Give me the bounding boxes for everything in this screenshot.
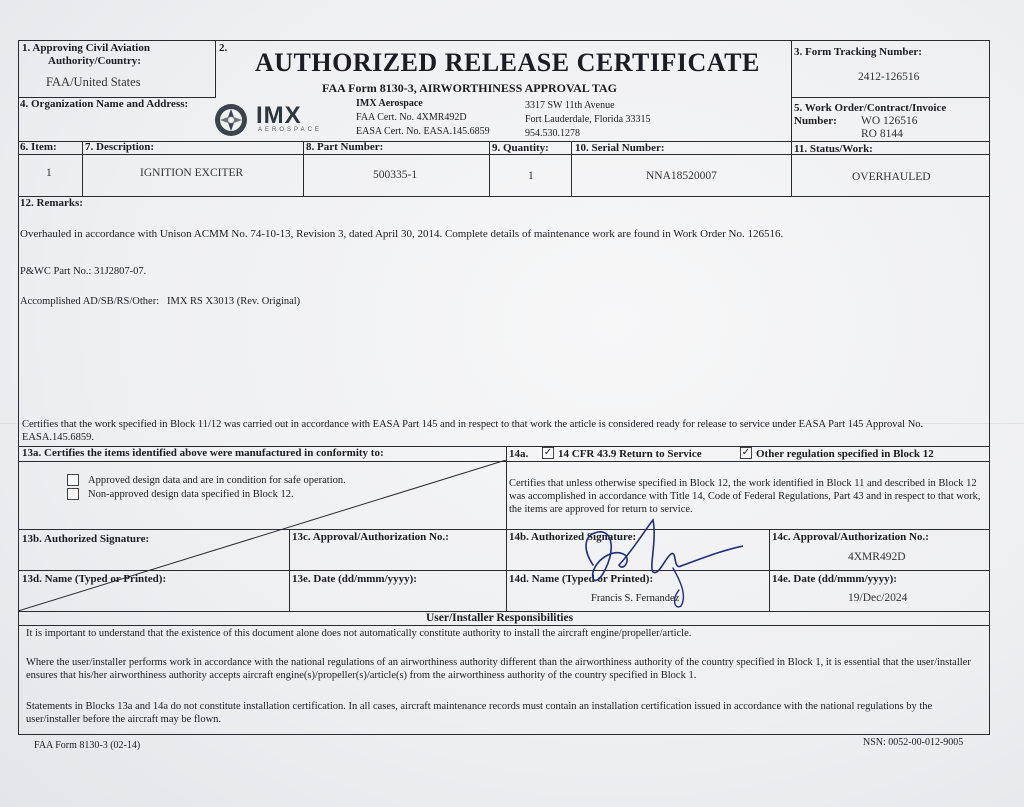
block13b-label: 13b. Authorized Signature: — [22, 533, 150, 545]
block5-value-ro: RO 8144 — [861, 128, 903, 140]
block1-label: 1. Approving Civil Aviation — [22, 42, 150, 54]
block1-label-2: Authority/Country: — [48, 55, 141, 67]
option-other-regulation: Other regulation specified in Block 12 — [756, 448, 934, 460]
checkbox-14cfr-return[interactable]: ✓ — [543, 447, 553, 458]
responsibilities-paragraph-1: It is important to understand that the existence of this document alone does not automatically constitute authority to install the aircraft engine/propeller/article. — [26, 628, 692, 639]
checkbox-other-regulation[interactable]: ✓ — [741, 447, 751, 458]
responsibilities-paragraph-3: Statements in Blocks 13a and 14a do not constitute installation certification. In all cases, aircraft maintenance records must contain an installation certification issued in accordance with the national regulations by the user/installer before the aircraft may be flown. — [26, 701, 933, 725]
block4-label: 4. Organization Name and Address: — [20, 98, 189, 110]
imx-logo-icon — [213, 102, 249, 138]
block14a-label: 14a. — [509, 448, 529, 460]
block14d-label: 14d. Name (Typed or Printed): — [509, 573, 654, 585]
org-easa-cert: EASA Cert. No. EASA.145.6859 — [356, 126, 490, 137]
block14c-label: 14c. Approval/Authorization No.: — [772, 531, 929, 543]
block10-label: 10. Serial Number: — [575, 142, 665, 154]
description-value: IGNITION EXCITER — [140, 167, 244, 179]
authorized-signature — [553, 510, 743, 610]
block14e-label: 14e. Date (dd/mmm/yyyy): — [772, 573, 897, 585]
option-non-approved-design: Non-approved design data specified in Block 12. — [88, 489, 294, 500]
block11-label: 11. Status/Work: — [794, 143, 873, 155]
block14a-statement: Certifies that unless otherwise specified in Block 12, the work identified in Block 11 and described in Block 12 was accomplished in accordance with Title 14, Code of Federal Regulations, Part 43 and in respect to that work, the items are approved for return to service. — [509, 478, 981, 515]
block5-label-2: Number: — [794, 115, 837, 127]
block14c-value: 4XMR492D — [848, 551, 906, 563]
org-phone: 954.530.1278 — [525, 128, 580, 139]
item-value: 1 — [46, 167, 52, 179]
certificate-form — [18, 40, 990, 735]
org-address-1: 3317 SW 11th Avenue — [525, 100, 615, 111]
remark-line-1: Overhauled in accordance with Unison ACMM No. 74-10-13, Revision 3, dated April 30, 2014. Complete details of maintenance work are found in Work Order No. 126516. — [20, 228, 784, 240]
certificate-subtitle: FAA Form 8130-3, AIRWORTHINESS APPROVAL TAG — [322, 81, 617, 95]
form-number-footer: FAA Form 8130-3 (02-14) — [34, 740, 141, 751]
remark-line-3: Accomplished AD/SB/RS/Other: IMX RS X3013 (Rev. Original) — [20, 296, 301, 307]
block7-label: 7. Description: — [85, 141, 155, 153]
block3-label: 3. Form Tracking Number: — [794, 46, 922, 58]
block13a-label: 13a. Certifies the items identified above were manufactured in conformity to: — [22, 447, 384, 459]
nsn-footer: NSN: 0052-00-012-9005 — [863, 737, 964, 748]
option-approved-design: Approved design data and are in condition for safe operation. — [88, 475, 346, 486]
block8-label: 8. Part Number: — [306, 141, 384, 153]
serial-number-value: NNA18520007 — [646, 170, 717, 182]
block5-label: 5. Work Order/Contract/Invoice — [794, 102, 947, 114]
block14e-value: 19/Dec/2024 — [848, 592, 908, 604]
block13d-label: 13d. Name (Typed or Printed): — [22, 573, 167, 585]
responsibilities-title: User/Installer Responsibilities — [426, 612, 574, 624]
org-faa-cert: FAA Cert. No. 4XMR492D — [356, 112, 467, 123]
checkbox-non-approved-design[interactable] — [67, 488, 79, 500]
org-address-2: Fort Lauderdale, Florida 33315 — [525, 114, 651, 125]
block1-value: FAA/United States — [46, 75, 141, 89]
org-name: IMX Aerospace — [356, 98, 423, 109]
responsibilities-paragraph-2: Where the user/installer performs work in accordance with the national regulations of an airworthiness authority different than the airworthiness authority of the country specified in Block 1, it is essential that the user/installer ensures that his/her airworthiness authority accepts aircraft engine(s)/propeller(s)/article(s) from the airworthiness authority of the country specified in Block 1. — [26, 657, 971, 681]
block12-label: 12. Remarks: — [20, 197, 83, 209]
remark-line-2: P&WC Part No.: 31J2807-07. — [20, 266, 147, 277]
status-work-value: OVERHAULED — [852, 171, 931, 183]
block9-label: 9. Quantity: — [492, 142, 549, 154]
checkbox-approved-design[interactable] — [67, 474, 79, 486]
quantity-value: 1 — [528, 170, 534, 182]
imx-logo-subtext: AEROSPACE — [258, 127, 322, 133]
block3-value: 2412-126516 — [858, 71, 920, 83]
imx-logo-text: IMX — [256, 102, 302, 129]
block14b-label: 14b. Authorized Signature: — [509, 531, 637, 543]
block14d-value: Francis S. Fernandez — [591, 593, 680, 604]
block5-value-wo: WO 126516 — [861, 115, 918, 127]
block13c-label: 13c. Approval/Authorization No.: — [292, 531, 449, 543]
block6-label: 6. Item: — [20, 141, 57, 153]
option-14cfr-return: 14 CFR 43.9 Return to Service — [558, 448, 702, 460]
part-number-value: 500335-1 — [373, 169, 418, 181]
block2-label: 2. — [219, 42, 228, 54]
block13e-label: 13e. Date (dd/mmm/yyyy): — [292, 573, 417, 585]
remark-easa-statement: Certifies that the work specified in Block 11/12 was carried out in accordance with EASA Part 145 and in respect to that work the article is considered ready for release to service under EASA Part 145 Approval No. EASA.145.6859. — [22, 419, 924, 443]
certificate-title: AUTHORIZED RELEASE CERTIFICATE — [255, 48, 760, 77]
